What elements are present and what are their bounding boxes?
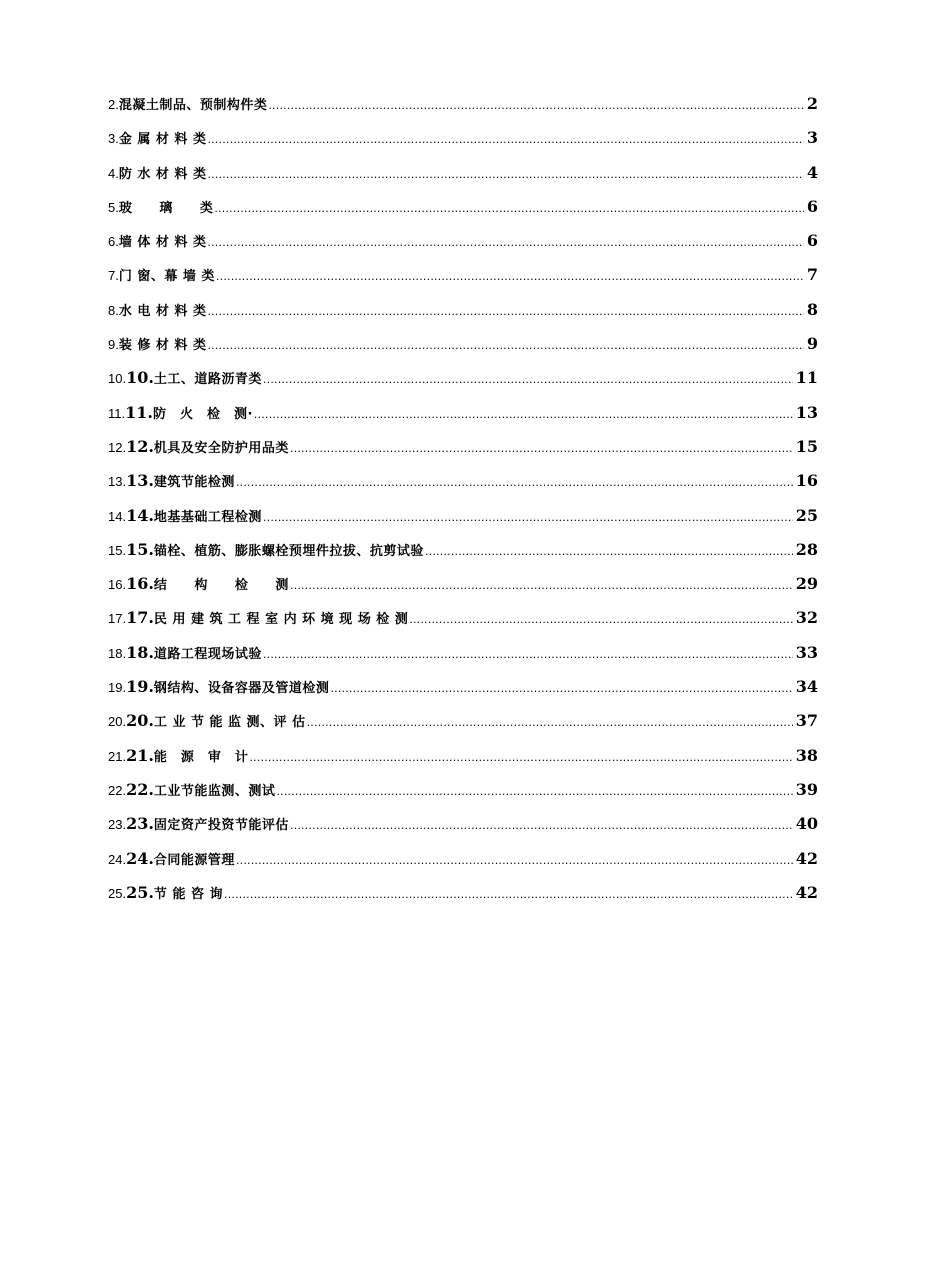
toc-entry-page-number: 8	[806, 299, 818, 319]
toc-entry-page-number: 42	[795, 848, 818, 868]
toc-entry-section-number: 17.	[126, 608, 154, 628]
toc-entry[interactable]	[108, 94, 818, 128]
toc-entry[interactable]	[108, 334, 818, 368]
toc-entry-title: 防 水 材 料 类	[118, 166, 207, 182]
toc-entry-title: 节 能 咨 询	[153, 886, 223, 902]
toc-entry-title: 工业节能监测、测试	[153, 783, 276, 799]
toc-entry[interactable]	[108, 574, 818, 608]
toc-entry[interactable]	[108, 197, 818, 231]
dot-leader	[263, 508, 793, 528]
toc-entry-section-number: 12.	[126, 436, 154, 456]
toc-entry[interactable]	[108, 677, 818, 711]
toc-entry-section-number: 25.	[126, 882, 154, 902]
toc-entry-title: 防 火 检 测·	[152, 406, 253, 422]
toc-entry[interactable]	[108, 643, 818, 677]
toc-entry-section-number: 15.	[126, 539, 154, 559]
dot-leader	[268, 96, 804, 116]
toc-entry-title: 混凝土制品、预制构件类	[118, 98, 268, 113]
toc-entry-section-number: 19.	[126, 677, 154, 697]
toc-entry-section-number: 10.	[126, 368, 154, 388]
toc-entry-page-number: 33	[795, 642, 818, 662]
toc-entry-number: 5.	[108, 199, 119, 215]
toc-entry-number: 14.	[108, 508, 127, 524]
toc-entry-number: 13.	[108, 474, 127, 490]
toc-entry-title: 钢结构、设备容器及管道检测	[153, 681, 330, 697]
toc-entry-section-number: 23.	[126, 814, 154, 834]
toc-entry[interactable]	[108, 814, 818, 848]
toc-entry[interactable]	[108, 231, 818, 265]
toc-entry-number: 6.	[108, 234, 119, 250]
dot-leader	[425, 542, 793, 562]
toc-entry[interactable]	[108, 711, 818, 745]
toc-entry[interactable]	[108, 506, 818, 540]
toc-entry-title: 结 构 检 测	[153, 578, 289, 594]
dot-leader	[290, 816, 793, 836]
toc-entry[interactable]	[108, 608, 818, 642]
toc-entry-title: 门 窗、幕 墙 类	[118, 269, 215, 285]
toc-entry-title: 民 用 建 筑 工 程 室 内 环 境 现 场 检 测	[153, 612, 409, 628]
toc-entry-number: 8.	[108, 302, 119, 318]
toc-entry-number: 21.	[108, 748, 127, 764]
dot-leader	[207, 302, 803, 322]
toc-entry[interactable]	[108, 403, 818, 437]
dot-leader	[207, 130, 803, 150]
toc-entry-number: 16.	[108, 577, 127, 593]
toc-entry-number: 24.	[108, 851, 127, 867]
toc-entry-number: 7.	[108, 268, 119, 284]
toc-entry[interactable]	[108, 780, 818, 814]
toc-entry-number: 12.	[108, 439, 127, 455]
toc-entry-page-number: 25	[795, 505, 818, 525]
toc-entry-number: 23.	[108, 817, 127, 833]
toc-entry-title: 水 电 材 料 类	[118, 303, 207, 319]
toc-entry-number: 18.	[108, 645, 127, 661]
toc-entry-number: 25.	[108, 885, 127, 901]
dot-leader	[307, 713, 793, 733]
toc-entry-number: 20.	[108, 714, 127, 730]
dot-leader	[207, 165, 803, 185]
toc-entry-title: 土工、道路沥青类	[153, 372, 262, 388]
toc-entry-page-number: 13	[795, 402, 818, 422]
toc-entry-title: 锚栓、植筋、膨胀螺栓预埋件拉拔、抗剪试验	[153, 543, 424, 559]
toc-entry-number: 11.	[108, 405, 126, 421]
toc-entry-section-number: 14.	[126, 505, 154, 525]
toc-entry-page-number: 3	[806, 128, 818, 148]
toc-entry[interactable]	[108, 540, 818, 574]
toc-entry[interactable]	[108, 163, 818, 197]
toc-entry[interactable]	[108, 265, 818, 299]
toc-entry-number: 15.	[108, 542, 127, 558]
toc-entry[interactable]	[108, 471, 818, 505]
toc-entry-page-number: 37	[795, 711, 818, 731]
toc-entry-page-number: 42	[795, 882, 818, 902]
toc-entry[interactable]	[108, 883, 818, 917]
dot-leader	[236, 473, 793, 493]
dot-leader	[249, 748, 792, 768]
toc-entry-number: 22.	[108, 782, 127, 798]
toc-entry-page-number: 4	[806, 162, 818, 182]
toc-entry-title: 地基基础工程检测	[153, 509, 262, 525]
toc-entry-title: 墙 体 材 料 类	[118, 235, 207, 251]
toc-entry-section-number: 18.	[126, 642, 154, 662]
dot-leader	[330, 679, 792, 699]
toc-entry-section-number: 24.	[126, 848, 154, 868]
toc-entry-page-number: 6	[806, 231, 818, 251]
toc-entry-number: 9.	[108, 337, 119, 353]
dot-leader	[290, 576, 793, 596]
toc-entry-title: 建筑节能检测	[153, 475, 235, 491]
dot-leader	[216, 267, 804, 287]
toc-entry-page-number: 15	[795, 436, 818, 456]
toc-entry[interactable]	[108, 437, 818, 471]
toc-entry-number: 2.	[108, 97, 119, 112]
toc-entry-title: 工 业 节 能 监 测、评 估	[153, 715, 306, 731]
dot-leader	[276, 782, 792, 802]
dot-leader	[263, 645, 793, 665]
toc-entry-title: 固定资产投资节能评估	[153, 818, 289, 834]
toc-entry-title: 玻 璃 类	[118, 200, 214, 216]
toc-entry[interactable]	[108, 746, 818, 780]
toc-entry-page-number: 34	[795, 677, 818, 697]
toc-entry-number: 10.	[108, 371, 127, 387]
dot-leader	[254, 405, 793, 425]
toc-entry-page-number: 32	[795, 608, 818, 628]
toc-entry[interactable]	[108, 128, 818, 162]
toc-entry-section-number: 13.	[126, 471, 154, 491]
toc-entry-section-number: 16.	[126, 574, 154, 594]
toc-entry-page-number: 40	[795, 814, 818, 834]
toc-entry-title: 机具及安全防护用品类	[153, 440, 289, 456]
toc-entry-section-number: 22.	[126, 779, 154, 799]
toc-entry-page-number: 9	[806, 334, 818, 354]
toc-entry-section-number: 20.	[126, 711, 154, 731]
toc-entry-number: 3.	[108, 131, 119, 147]
toc-entry[interactable]	[108, 368, 818, 402]
toc-entry-page-number: 16	[795, 471, 818, 491]
toc-entry-page-number: 6	[806, 196, 818, 216]
toc-entry-title: 能 源 审 计	[153, 749, 249, 765]
toc-entry-page-number: 2	[806, 94, 818, 113]
toc-entry-number: 17.	[108, 611, 127, 627]
toc-entry-page-number: 7	[806, 265, 818, 285]
toc-entry-number: 19.	[108, 680, 127, 696]
toc-entry-number: 4.	[108, 165, 119, 181]
toc-entry[interactable]	[108, 849, 818, 883]
toc-entry-page-number: 28	[795, 539, 818, 559]
dot-leader	[290, 439, 793, 459]
dot-leader	[214, 199, 804, 219]
dot-leader	[224, 885, 793, 905]
toc-entry-section-number: 11.	[125, 402, 153, 422]
toc-entry[interactable]	[108, 300, 818, 334]
dot-leader	[207, 336, 803, 356]
toc-entry-title: 合同能源管理	[153, 852, 235, 868]
toc-entry-title: 道路工程现场试验	[153, 646, 262, 662]
dot-leader	[207, 233, 803, 253]
dot-leader	[263, 370, 793, 390]
toc-entry-page-number: 11	[795, 368, 818, 388]
toc-entry-page-number: 38	[795, 745, 818, 765]
toc-entry-page-number: 39	[795, 779, 818, 799]
toc-entry-title: 金 属 材 料 类	[118, 132, 207, 148]
dot-leader	[409, 610, 792, 630]
dot-leader	[236, 851, 793, 871]
toc-entry-section-number: 21.	[126, 745, 154, 765]
toc-entry-title: 装 修 材 料 类	[118, 338, 207, 354]
table-of-contents	[108, 94, 818, 917]
toc-entry-page-number: 29	[795, 574, 818, 594]
